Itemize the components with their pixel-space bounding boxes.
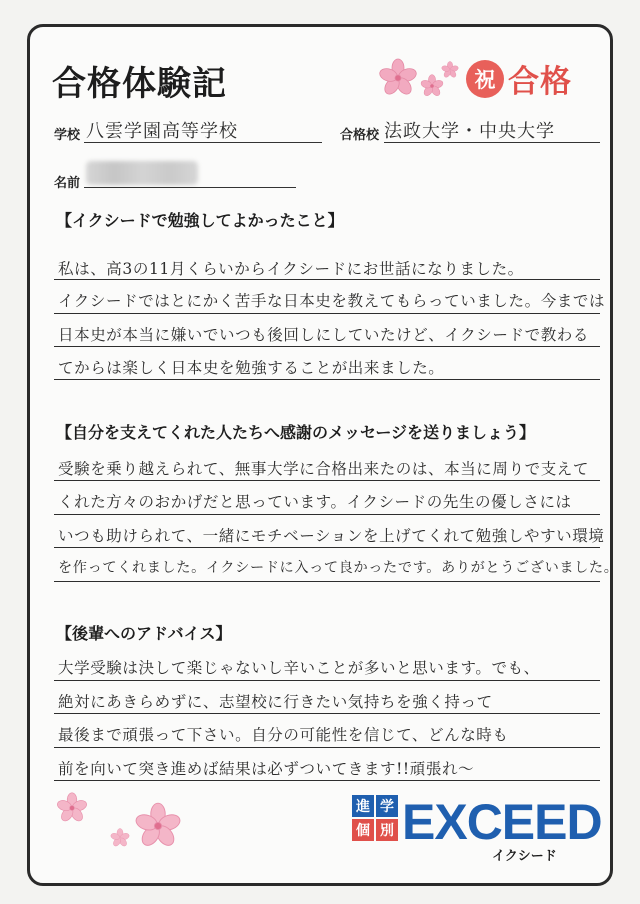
celebrate-badge [466, 56, 572, 101]
name-redacted [86, 161, 198, 185]
ruled-line [54, 379, 600, 380]
logo-box-shin: 進 [352, 795, 374, 817]
gokaku-label: 合格 [508, 64, 572, 100]
answer-line: 私は、高3の11月くらいからイクシードにお世話になりました。 [58, 260, 524, 278]
ruled-line [54, 313, 600, 314]
logo-box-gaku: 学 [376, 795, 398, 817]
logo-box-ko: 個 [352, 819, 374, 841]
ruled-line [54, 747, 600, 748]
answer-line: を作ってくれました。イクシードに入って良かったです。ありがとうございました。 [58, 560, 619, 576]
brand-name: EXCEED [402, 794, 602, 850]
ruled-line [54, 780, 600, 781]
section-heading-good-points: 【イクシードで勉強してよかったこと】 [56, 211, 344, 230]
passed-school-label: 合格校 [340, 128, 380, 143]
ruled-line [54, 547, 600, 548]
answer-line: イクシードではとにかく苦手な日本史を教えてもらっていました。今までは [58, 292, 606, 310]
name-label: 名前 [54, 176, 81, 191]
answer-line: 前を向いて突き進めば結果は必ずついてきます!!頑張れ〜 [58, 760, 475, 778]
page-title: 合格体験記 [52, 64, 227, 104]
ruled-line [54, 279, 600, 280]
ruled-line [54, 346, 600, 347]
sakura-flower-icon [50, 786, 200, 862]
school-value: 八雲学園高等学校 [86, 121, 238, 142]
ruled-line [54, 480, 600, 481]
ruled-line [54, 680, 600, 681]
answer-line: てからは楽しく日本史を勉強することが出来ました。 [58, 359, 445, 377]
answer-line: くれた方々のおかげだと思っています。イクシードの先生の優しさには [58, 493, 572, 511]
passed-school-value: 法政大学・中央大学 [384, 121, 555, 142]
brand-sub: イクシード [492, 849, 557, 864]
school-underline [84, 142, 322, 143]
answer-line: 絶対にあきらめずに、志望校に行きたい気持ちを強く持って [58, 693, 493, 711]
answer-line: 受験を乗り越えられて、無事大学に合格出来たのは、本当に周りで支えて [58, 460, 589, 478]
section-heading-thanks: 【自分を支えてくれた人たちへ感謝のメッセージを送りましょう】 [56, 423, 536, 442]
name-underline [84, 187, 296, 188]
logo-box-betsu: 別 [376, 819, 398, 841]
answer-line: 日本史が本当に嫌いでいつも後回しにしていたけど、イクシードで教わる [58, 326, 589, 344]
school-label: 学校 [54, 128, 81, 143]
ruled-line [54, 514, 600, 515]
section-heading-advice: 【後輩へのアドバイス】 [56, 624, 232, 643]
sakura-flower-icon [378, 56, 462, 102]
passed-underline [384, 142, 600, 143]
answer-line: いつも助けられて、一緒にモチベーションを上げてくれて勉強しやすい環境 [58, 527, 605, 545]
answer-line: 最後まで頑張って下さい。自分の可能性を信じて、どんな時も [58, 726, 509, 744]
iwai-badge: 祝 [466, 60, 504, 98]
ruled-line [54, 713, 600, 714]
answer-line: 大学受験は決して楽じゃないし辛いことが多いと思います。でも、 [58, 659, 540, 677]
ruled-line [54, 581, 600, 582]
